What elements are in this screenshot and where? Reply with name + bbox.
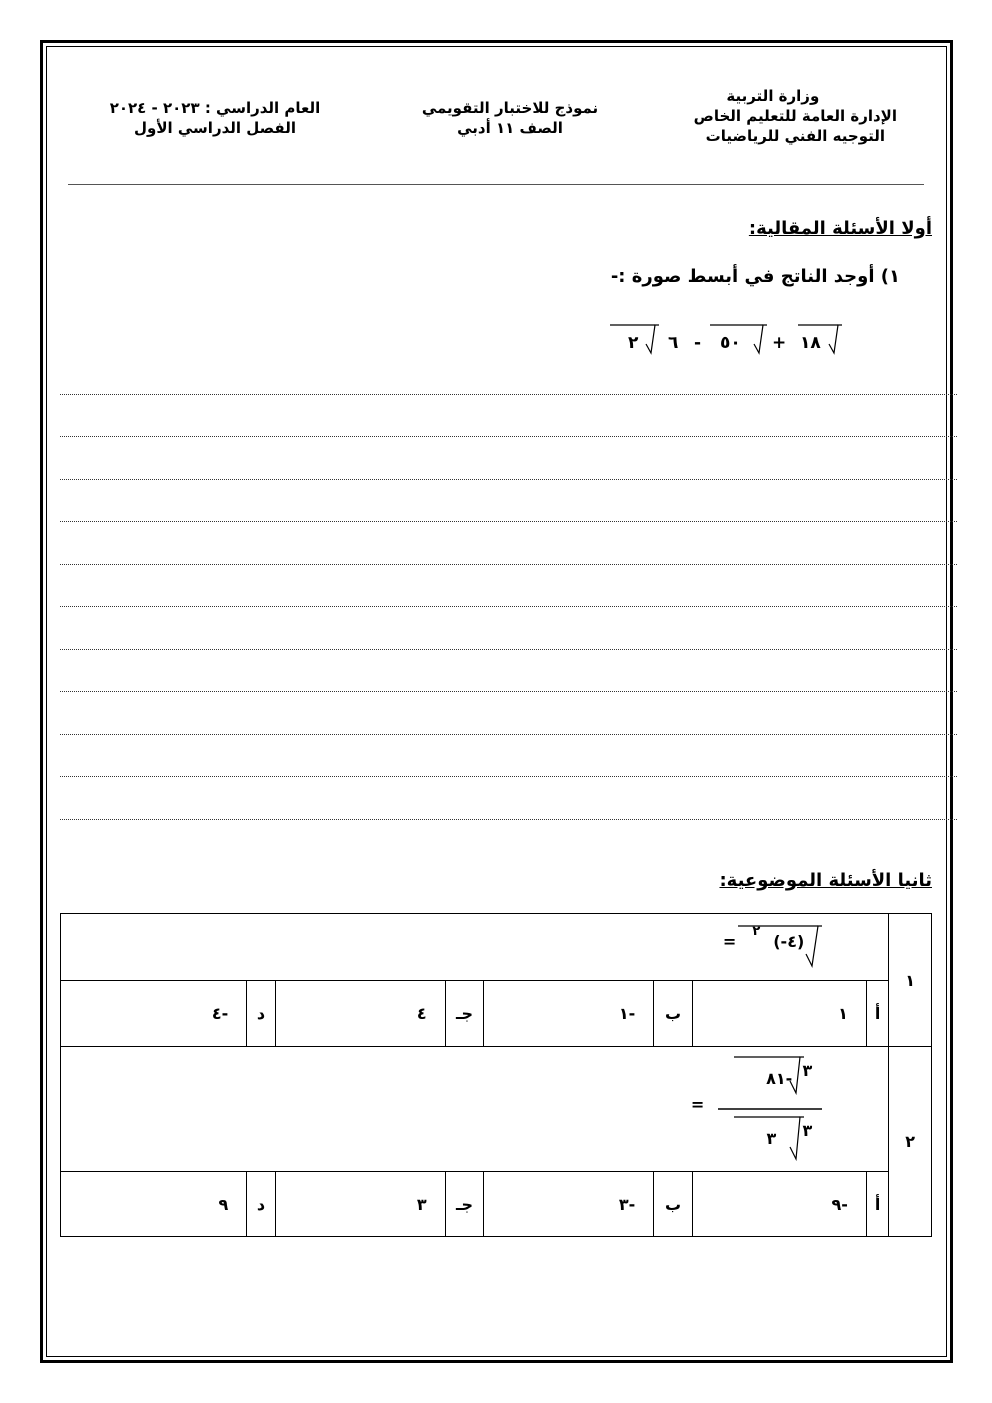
answer-line[interactable] [60,649,957,650]
option-letter: د [247,1172,275,1237]
denominator-index: ٣ [802,1121,813,1140]
objective-section-title: ثانيا الأسئلة الموضوعية: [719,870,932,891]
option-value[interactable]: ٤ [275,981,445,1047]
term1-radicand: ١٨ [800,333,821,353]
question-1-prompt: ١) أوجد الناتج في أبسط صورة :- [610,266,900,287]
question-2-stem-row [61,1047,932,1172]
option-value[interactable]: -٣ [484,1172,654,1237]
stem-base: (-٤) [773,932,805,951]
answer-line[interactable] [60,564,957,565]
plus-sign: + [772,333,787,353]
option-letter: جـ [445,981,484,1047]
answer-line[interactable] [60,436,957,437]
option-value[interactable]: -٤ [61,981,247,1047]
radical-expression [600,320,860,360]
mcq-table [60,913,932,1237]
grade-label: الصف ١١ أدبي [457,119,563,137]
answer-line[interactable] [60,691,957,692]
term3-coefficient: ٦ [668,333,679,353]
numerator-index: ٣ [802,1061,813,1080]
question-number: ١ [889,914,932,1047]
exam-title: نموذج للاختبار التقويمي [421,99,599,117]
option-letter: أ [866,1172,888,1237]
answer-line[interactable] [60,776,957,777]
cube-root-fraction [710,1049,830,1169]
answer-line[interactable] [60,394,957,395]
answer-line[interactable] [60,819,957,820]
answer-line[interactable] [60,479,957,480]
header-year-block [90,98,340,138]
minus-sign: - [694,333,702,353]
denominator-value: ٣ [766,1129,777,1148]
department-name: الإدارة العامة للتعليم الخاص [693,107,897,125]
question-1-stem [61,914,889,981]
academic-year: العام الدراسي : ٢٠٢٣ - ٢٠٢٤ [109,99,321,117]
option-letter: ب [654,981,693,1047]
option-value[interactable]: ١ [692,981,866,1047]
option-letter: د [247,981,275,1047]
semester-label: الفصل الدراسي الأول [134,119,296,137]
term3-radicand: ٢ [628,333,639,353]
answer-line[interactable] [60,521,957,522]
header-exam-block [410,98,610,138]
essay-section-title: أولا الأسئلة المقالية: [748,218,932,239]
question-1-options-row [61,981,932,1047]
option-value[interactable]: -٩ [692,1172,866,1237]
option-letter: أ [866,981,888,1047]
stem-equals: = [722,932,737,951]
question-2-stem [61,1047,889,1172]
option-value[interactable]: ٣ [275,1172,445,1237]
option-letter: ب [654,1172,693,1237]
ministry-name: وزارة التربية [726,87,820,105]
supervision-name: التوجيه الفني للرياضيات [705,127,885,145]
stem-exponent: ٢ [752,924,761,939]
option-value[interactable]: ٩ [61,1172,247,1237]
option-letter: جـ [445,1172,484,1237]
option-value[interactable]: -١ [484,981,654,1047]
question-1-stem-row [61,914,932,981]
header-divider [68,184,924,185]
answer-line[interactable] [60,606,957,607]
question-2-options-row [61,1172,932,1237]
header-ministry-block [694,86,897,146]
numerator-value: -٨١ [766,1069,793,1088]
question-number: ٢ [889,1047,932,1237]
answer-line[interactable] [60,734,957,735]
stem-equals: = [690,1095,705,1114]
term2-radicand: ٥٠ [720,333,741,353]
